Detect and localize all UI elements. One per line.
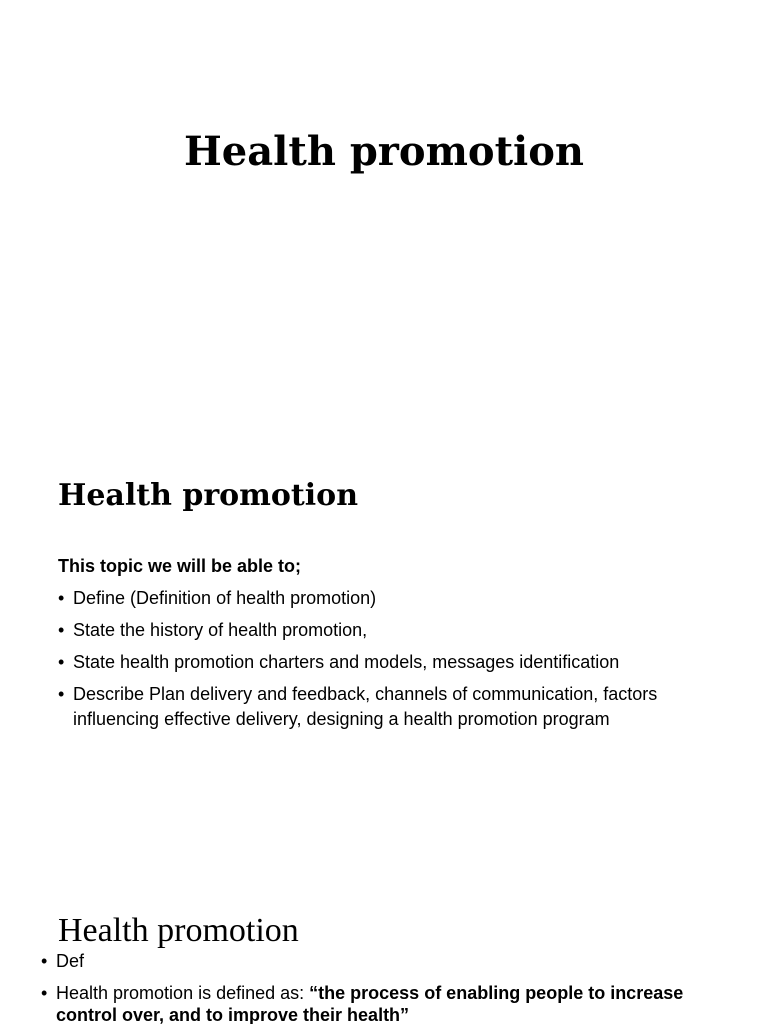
objectives-intro: This topic we will be able to; bbox=[58, 556, 302, 576]
slide-title bbox=[0, 0, 768, 430]
list-item-text: State health promotion charters and models, messages identification bbox=[73, 652, 620, 672]
list-item-text: State the history of health promotion, bbox=[73, 620, 368, 640]
slide-definition bbox=[0, 850, 768, 1024]
slide-objectives bbox=[0, 430, 768, 850]
slide-heading: Health promotion bbox=[58, 478, 358, 513]
list-item bbox=[41, 982, 741, 1024]
objectives-list bbox=[58, 586, 738, 739]
list-item bbox=[58, 618, 738, 643]
list-item-text: Health promotion is defined as: bbox=[56, 983, 310, 1003]
bullet-icon: • bbox=[58, 652, 65, 672]
page-title: Health promotion bbox=[184, 128, 584, 175]
bullet-icon: • bbox=[58, 620, 65, 640]
slide-heading: Health promotion bbox=[58, 912, 299, 949]
list-item-text: Define (Definition of health promotion) bbox=[73, 588, 377, 608]
bullet-icon: • bbox=[41, 983, 48, 1003]
definition-quote: “the process of enabling people to increase control over, and to improve their health” bbox=[56, 983, 684, 1024]
bullet-icon: • bbox=[58, 588, 65, 608]
list-item bbox=[58, 650, 738, 675]
bullet-icon: • bbox=[41, 951, 48, 971]
definition-list bbox=[41, 950, 741, 1024]
list-item bbox=[41, 950, 741, 972]
list-item bbox=[58, 586, 738, 611]
list-item-text: Def bbox=[56, 951, 85, 971]
list-item-text: Describe Plan delivery and feedback, channels of communication, factors influencing effective delivery, designing a health promotion program bbox=[73, 684, 658, 729]
list-item bbox=[58, 682, 738, 731]
bullet-icon: • bbox=[58, 684, 65, 704]
